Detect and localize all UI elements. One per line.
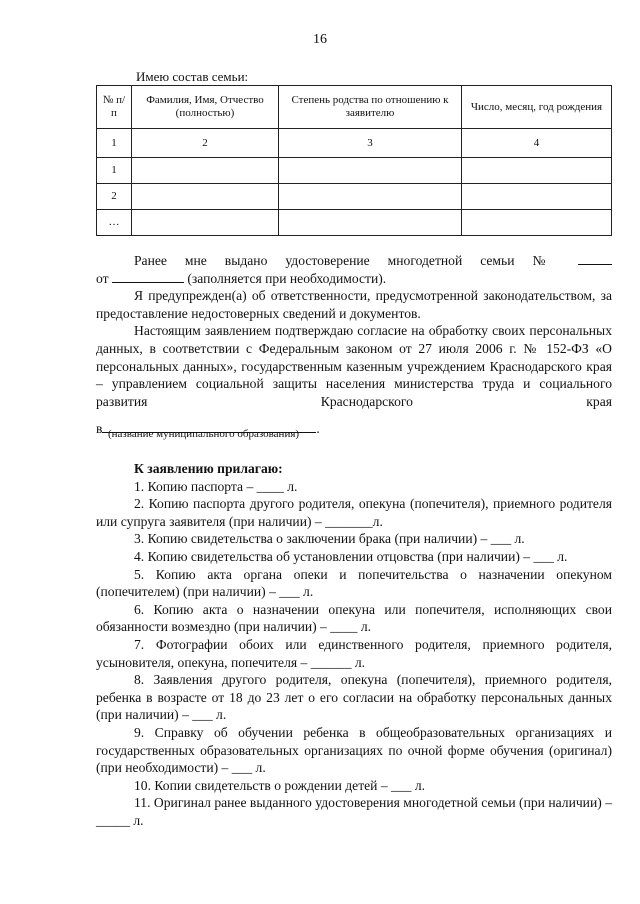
attachments-block [96, 460, 612, 829]
list-item: 9. Справку об обучении ребенка в общеобразовательных организациях и государственных образовательных организациях по очной форме обучения (оригинал) (при необходимости) – ___ л. [96, 724, 612, 776]
municipality-caption: (название муниципального образования) [108, 428, 300, 440]
row-number: … [97, 210, 132, 236]
list-item: 2. Копию паспорта другого родителя, опекуна (попечителя), приемного родителя или супруга заявителя (при наличии) – _______л. [96, 496, 612, 529]
row-number: 1 [97, 158, 132, 184]
empty-cell [279, 210, 462, 236]
municipality-line: в . [96, 421, 320, 436]
certificate-text: Ранее мне выдано удостоверение многодетной семьи № [134, 253, 561, 268]
certificate-paragraph [96, 252, 612, 270]
header-number: № п/п [97, 86, 132, 129]
municipality-prefix: в [96, 421, 103, 436]
table-header-row [97, 86, 612, 129]
header-full-name: Фамилия, Имя, Отчество (полностью) [132, 86, 279, 129]
attachments-heading: К заявлению прилагаю: [134, 461, 283, 476]
empty-cell [132, 184, 279, 210]
list-item: 10. Копии свидетельств о рождении детей – ___ л. [134, 777, 426, 793]
table-numbering-row [97, 129, 612, 158]
certificate-date-line [96, 270, 612, 288]
page-number: 16 [313, 32, 327, 47]
certificate-date-blank [112, 270, 184, 283]
table-row [97, 184, 612, 210]
date-prefix: от [96, 270, 109, 286]
list-item: 7. Фотографии обоих или единственного родителя, приемного родителя, усыновителя, опекуна, попечителя – ______ л. [96, 636, 612, 670]
empty-cell [279, 158, 462, 184]
empty-cell [132, 158, 279, 184]
table-row [97, 210, 612, 236]
numbering-cell: 2 [132, 129, 279, 158]
family-composition-table [96, 85, 612, 236]
list-item: 6. Копию акта о назначении опекуна или попечителя, исполняющих свои обязанности возмездно (при наличии) – ____ л. [96, 601, 612, 635]
empty-cell [462, 158, 612, 184]
family-composition-caption: Имею состав семьи: [136, 69, 249, 84]
list-item: 8. Заявления другого родителя, опекуна (попечителя), приемного родителя, ребенка в возрасте от 18 до 23 лет о его согласии на обработку персональных данных (при наличии) – ___ л. [96, 672, 612, 723]
responsibility-paragraph: Я предупрежден(а) об ответственности, предусмотренной законодательством, за предоставление недостоверных сведений и документов. [96, 288, 612, 321]
table-row [97, 158, 612, 184]
declaration-block [96, 252, 612, 410]
list-item: 5. Копию акта органа опеки и попечительства о назначении опекуном (попечителем) (при наличии) – ___ л. [96, 566, 612, 600]
empty-cell [279, 184, 462, 210]
consent-paragraph: Настоящим заявлением подтверждаю согласие на обработку своих персональных данных, в соответствии с Федеральным законом от 27 июля 2006 г. № 152-ФЗ «О персональных данных», государственным казенным учреждением Краснодарского края – управлением социальной защиты населения министерства труда и социального развития Краснодарского края [96, 323, 612, 409]
certificate-number-blank [578, 252, 612, 265]
numbering-cell: 3 [279, 129, 462, 158]
empty-cell [462, 210, 612, 236]
row-number: 2 [97, 184, 132, 210]
empty-cell [462, 184, 612, 210]
numbering-cell: 1 [97, 129, 132, 158]
numbering-cell: 4 [462, 129, 612, 158]
header-relationship: Степень родства по отношению к заявителю [279, 86, 462, 129]
list-item: 11. Оригинал ранее выданного удостоверения многодетной семьи (при наличии) – _____ л. [96, 795, 612, 828]
date-note: (заполняется при необходимости). [187, 270, 387, 286]
list-item: 3. Копию свидетельства о заключении брака (при наличии) – ___ л. [134, 531, 525, 547]
empty-cell [132, 210, 279, 236]
list-item: 4. Копию свидетельства об установлении отцовства (при наличии) – ___ л. [134, 548, 568, 564]
header-birth-date: Число, месяц, год рождения [462, 86, 612, 129]
list-item: 1. Копию паспорта – ____ л. [134, 478, 298, 494]
